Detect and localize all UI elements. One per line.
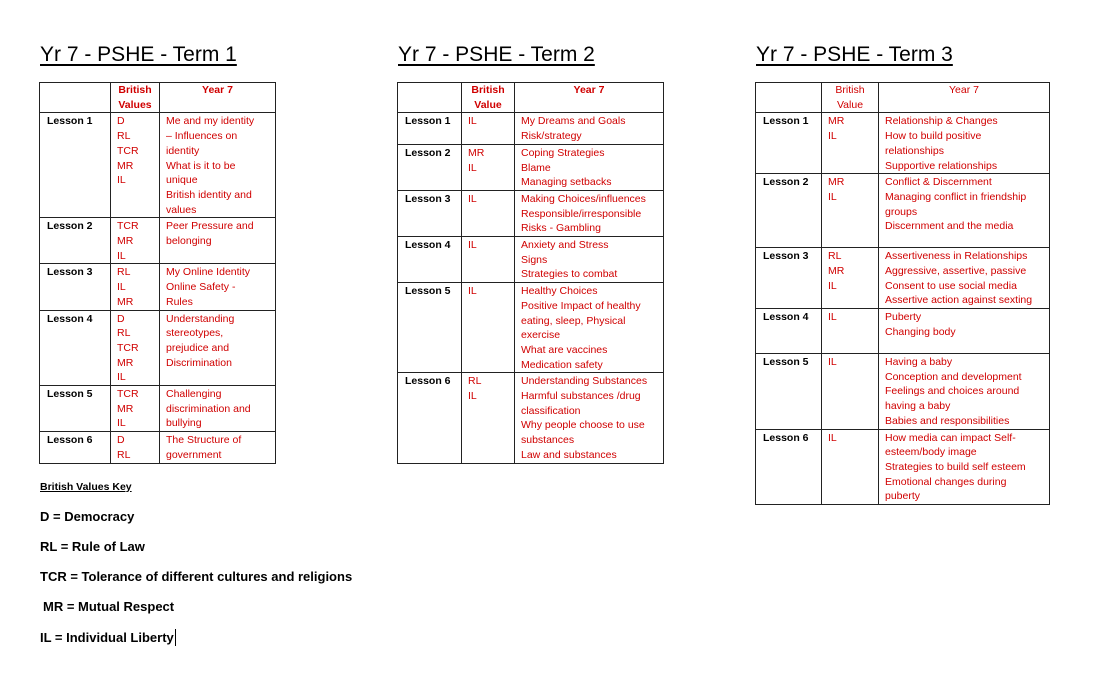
topic-line: Strategies to build self esteem bbox=[885, 460, 1026, 473]
topics-cell bbox=[160, 264, 276, 310]
topic-line: Understanding Substances bbox=[521, 375, 648, 388]
lesson-label: Lesson 4 bbox=[398, 237, 462, 283]
topic-line: substances bbox=[521, 434, 575, 447]
topics-cell bbox=[160, 218, 276, 264]
lesson-label: Lesson 2 bbox=[398, 144, 462, 190]
lesson-label: Lesson 6 bbox=[40, 432, 111, 463]
topic-line: unique bbox=[166, 174, 198, 187]
topic-line: Online Safety - bbox=[166, 281, 236, 294]
key-tolerance: TCR = Tolerance of different cultures and religions bbox=[40, 569, 353, 584]
topic-line: eating, sleep, Physical bbox=[521, 314, 626, 327]
topic-line: Discernment and the media bbox=[885, 220, 1014, 233]
topic-line: Challenging bbox=[166, 388, 222, 401]
topics-cell bbox=[160, 310, 276, 386]
british-values-cell bbox=[111, 386, 160, 432]
lesson-label: Lesson 4 bbox=[756, 309, 822, 354]
lesson-row bbox=[398, 237, 664, 283]
value-code: MR bbox=[117, 159, 134, 172]
topics-cell bbox=[879, 113, 1050, 174]
term2-body bbox=[398, 113, 664, 463]
value-code: RL bbox=[117, 448, 131, 461]
value-code: IL bbox=[828, 356, 837, 369]
topic-line: Conflict & Discernment bbox=[885, 176, 992, 189]
value-code: MR bbox=[117, 235, 134, 248]
value-code: IL bbox=[468, 239, 477, 252]
lesson-label: Lesson 3 bbox=[398, 190, 462, 236]
topic-line: What are vaccines bbox=[521, 343, 608, 356]
topic-line: discrimination and bbox=[166, 402, 251, 415]
topic-line: Consent to use social media bbox=[885, 279, 1017, 292]
topic-line: Law and substances bbox=[521, 448, 617, 461]
topic-line: What is it to be bbox=[166, 159, 236, 172]
british-values-cell bbox=[822, 354, 879, 430]
topic-line: Feelings and choices around bbox=[885, 385, 1020, 398]
topic-line: belonging bbox=[166, 235, 212, 248]
value-code: IL bbox=[468, 285, 477, 298]
value-code: MR bbox=[828, 176, 845, 189]
lesson-label: Lesson 4 bbox=[40, 310, 111, 386]
topic-line: Harmful substances /drug bbox=[521, 390, 641, 403]
lesson-label: Lesson 1 bbox=[40, 113, 111, 218]
lesson-label: Lesson 1 bbox=[756, 113, 822, 174]
corner-cell bbox=[756, 83, 822, 113]
lesson-row bbox=[756, 113, 1050, 174]
topic-line: Discrimination bbox=[166, 356, 232, 369]
lesson-row bbox=[756, 248, 1050, 309]
topic-line: Medication safety bbox=[521, 358, 603, 371]
term3-title: Yr 7 - PSHE - Term 3 bbox=[756, 43, 953, 66]
value-code: TCR bbox=[117, 144, 139, 157]
topics-cell bbox=[879, 248, 1050, 309]
lesson-row bbox=[40, 432, 276, 463]
topic-line: Emotional changes during bbox=[885, 475, 1007, 488]
value-code: IL bbox=[468, 192, 477, 205]
value-code: RL bbox=[117, 130, 131, 143]
topic-line: – Influences on bbox=[166, 130, 238, 143]
british-values-cell bbox=[111, 218, 160, 264]
topics-cell bbox=[515, 144, 664, 190]
value-code: RL bbox=[828, 250, 842, 263]
lesson-label: Lesson 6 bbox=[398, 373, 462, 463]
year-header: Year 7 bbox=[160, 83, 276, 113]
british-value-header: British Value bbox=[462, 83, 515, 113]
topic-line: Changing body bbox=[885, 325, 956, 338]
topic-line: Understanding bbox=[166, 312, 235, 325]
topic-line: Positive Impact of healthy bbox=[521, 299, 641, 312]
topics-cell bbox=[515, 283, 664, 373]
lesson-label: Lesson 3 bbox=[40, 264, 111, 310]
topic-line: How media can impact Self- bbox=[885, 431, 1016, 444]
value-code: TCR bbox=[117, 388, 139, 401]
british-values-header: British Values bbox=[111, 83, 160, 113]
topic-line: My Online Identity bbox=[166, 266, 251, 279]
value-code: D bbox=[117, 312, 125, 325]
topic-line: Me and my identity bbox=[166, 115, 255, 128]
topics-cell bbox=[160, 113, 276, 218]
british-values-cell bbox=[822, 248, 879, 309]
lesson-row bbox=[398, 144, 664, 190]
lesson-row bbox=[398, 113, 664, 144]
topic-line: classification bbox=[521, 404, 581, 417]
topics-cell bbox=[879, 309, 1050, 354]
topic-line: My Dreams and Goals bbox=[521, 115, 626, 128]
topic-line: Strategies to combat bbox=[521, 268, 618, 281]
value-code: TCR bbox=[117, 220, 139, 233]
value-code: D bbox=[117, 115, 125, 128]
topic-line: Healthy Choices bbox=[521, 285, 598, 298]
british-values-cell bbox=[462, 237, 515, 283]
year-header: Year 7 bbox=[515, 83, 664, 113]
lesson-row bbox=[398, 190, 664, 236]
topic-line: Responsible/irresponsible bbox=[521, 207, 642, 220]
topics-cell bbox=[879, 174, 1050, 248]
british-values-cell bbox=[822, 174, 879, 248]
value-code: MR bbox=[117, 402, 134, 415]
topic-line: prejudice and bbox=[166, 341, 230, 354]
value-code: MR bbox=[117, 295, 134, 308]
topic-line: Blame bbox=[521, 161, 551, 174]
topic-line: identity bbox=[166, 144, 200, 157]
value-code: IL bbox=[828, 431, 837, 444]
value-code: IL bbox=[117, 281, 126, 294]
british-values-cell bbox=[111, 113, 160, 218]
key-heading: British Values Key bbox=[40, 481, 132, 493]
key-rule-of-law: RL = Rule of Law bbox=[40, 539, 145, 554]
british-values-cell bbox=[462, 190, 515, 236]
lesson-row bbox=[756, 309, 1050, 354]
topic-line: Managing conflict in friendship bbox=[885, 190, 1027, 203]
topic-line: Having a baby bbox=[885, 356, 953, 369]
british-values-cell bbox=[822, 113, 879, 174]
topic-line: relationships bbox=[885, 144, 944, 157]
value-code: TCR bbox=[117, 341, 139, 354]
topic-line: Conception and development bbox=[885, 370, 1022, 383]
topics-cell bbox=[515, 237, 664, 283]
topic-line: Managing setbacks bbox=[521, 176, 612, 189]
topic-line: Coping Strategies bbox=[521, 146, 605, 159]
british-values-cell bbox=[462, 113, 515, 144]
value-code: IL bbox=[117, 371, 126, 384]
topics-cell bbox=[879, 354, 1050, 430]
british-values-cell bbox=[462, 283, 515, 373]
topic-line: Relationship & Changes bbox=[885, 115, 998, 128]
lesson-row bbox=[40, 310, 276, 386]
value-code: RL bbox=[117, 266, 131, 279]
value-code: IL bbox=[117, 174, 126, 187]
term2-table bbox=[397, 82, 664, 464]
british-value-header: British Value bbox=[822, 83, 879, 113]
topic-line: Anxiety and Stress bbox=[521, 239, 609, 252]
topics-cell bbox=[515, 373, 664, 463]
topic-line: Babies and responsibilities bbox=[885, 414, 1010, 427]
topic-line: government bbox=[166, 448, 222, 461]
key-individual-liberty[interactable]: IL = Individual Liberty bbox=[40, 630, 174, 645]
value-code: IL bbox=[468, 115, 477, 128]
lesson-row bbox=[40, 218, 276, 264]
topics-cell bbox=[160, 432, 276, 463]
text-cursor bbox=[175, 629, 176, 646]
value-code: MR bbox=[117, 356, 134, 369]
british-values-cell bbox=[822, 309, 879, 354]
topic-line: stereotypes, bbox=[166, 327, 224, 340]
value-code: IL bbox=[117, 249, 126, 262]
topic-line: exercise bbox=[521, 329, 561, 342]
lesson-label: Lesson 1 bbox=[398, 113, 462, 144]
topic-line: Why people choose to use bbox=[521, 419, 645, 432]
lesson-row bbox=[756, 429, 1050, 505]
value-code: RL bbox=[117, 327, 131, 340]
lesson-row bbox=[40, 264, 276, 310]
topics-cell bbox=[160, 386, 276, 432]
topic-line: Signs bbox=[521, 253, 548, 266]
lesson-label: Lesson 3 bbox=[756, 248, 822, 309]
value-code: RL bbox=[468, 375, 482, 388]
topic-line: Assertiveness in Relationships bbox=[885, 250, 1028, 263]
value-code: IL bbox=[468, 161, 477, 174]
lesson-label: Lesson 2 bbox=[40, 218, 111, 264]
value-code: IL bbox=[828, 311, 837, 324]
british-values-cell bbox=[111, 310, 160, 386]
topics-cell bbox=[515, 190, 664, 236]
key-democracy: D = Democracy bbox=[40, 509, 135, 524]
topics-cell bbox=[879, 429, 1050, 505]
topic-line: values bbox=[166, 203, 197, 216]
lesson-label: Lesson 5 bbox=[756, 354, 822, 430]
lesson-label: Lesson 5 bbox=[40, 386, 111, 432]
topic-line: Rules bbox=[166, 295, 193, 308]
lesson-row bbox=[398, 283, 664, 373]
corner-cell bbox=[398, 83, 462, 113]
british-values-cell bbox=[822, 429, 879, 505]
term1-title: Yr 7 - PSHE - Term 1 bbox=[40, 43, 237, 66]
value-code: IL bbox=[117, 417, 126, 430]
value-code: IL bbox=[828, 130, 837, 143]
term1-body bbox=[40, 113, 276, 463]
topic-line: bullying bbox=[166, 417, 202, 430]
term1-table bbox=[39, 82, 276, 464]
term3-body bbox=[756, 113, 1050, 505]
value-code: IL bbox=[828, 279, 837, 292]
topic-line: esteem/body image bbox=[885, 446, 977, 459]
value-code: MR bbox=[468, 146, 485, 159]
value-code: MR bbox=[828, 264, 845, 277]
topic-line: puberty bbox=[885, 490, 921, 503]
value-code: D bbox=[117, 434, 125, 447]
lesson-label: Lesson 6 bbox=[756, 429, 822, 505]
topic-line: having a baby bbox=[885, 400, 951, 413]
topic-line: Supportive relationships bbox=[885, 159, 998, 172]
topic-line: Assertive action against sexting bbox=[885, 294, 1033, 307]
topic-line: British identity and bbox=[166, 188, 252, 201]
british-values-cell bbox=[111, 432, 160, 463]
term3-table bbox=[755, 82, 1050, 505]
lesson-row bbox=[40, 113, 276, 218]
topic-line: Peer Pressure and bbox=[166, 220, 254, 233]
british-values-cell bbox=[111, 264, 160, 310]
topic-line: Puberty bbox=[885, 311, 922, 324]
topic-line: The Structure of bbox=[166, 434, 242, 447]
british-values-cell bbox=[462, 373, 515, 463]
year-header: Year 7 bbox=[879, 83, 1050, 113]
lesson-row bbox=[756, 354, 1050, 430]
topic-line: Risks - Gambling bbox=[521, 222, 601, 235]
topic-line: Making Choices/influences bbox=[521, 192, 646, 205]
topic-line: How to build positive bbox=[885, 130, 982, 143]
topic-line: Risk/strategy bbox=[521, 130, 582, 143]
lesson-label: Lesson 2 bbox=[756, 174, 822, 248]
british-values-cell bbox=[462, 144, 515, 190]
corner-cell bbox=[40, 83, 111, 113]
value-code: MR bbox=[828, 115, 845, 128]
topic-line: groups bbox=[885, 205, 918, 218]
lesson-row bbox=[756, 174, 1050, 248]
lesson-label: Lesson 5 bbox=[398, 283, 462, 373]
lesson-row bbox=[398, 373, 664, 463]
topics-cell bbox=[515, 113, 664, 144]
lesson-row bbox=[40, 386, 276, 432]
value-code: IL bbox=[828, 190, 837, 203]
term2-title: Yr 7 - PSHE - Term 2 bbox=[398, 43, 595, 66]
value-code: IL bbox=[468, 390, 477, 403]
topic-line: Aggressive, assertive, passive bbox=[885, 264, 1027, 277]
key-mutual-respect: MR = Mutual Respect bbox=[43, 599, 175, 614]
